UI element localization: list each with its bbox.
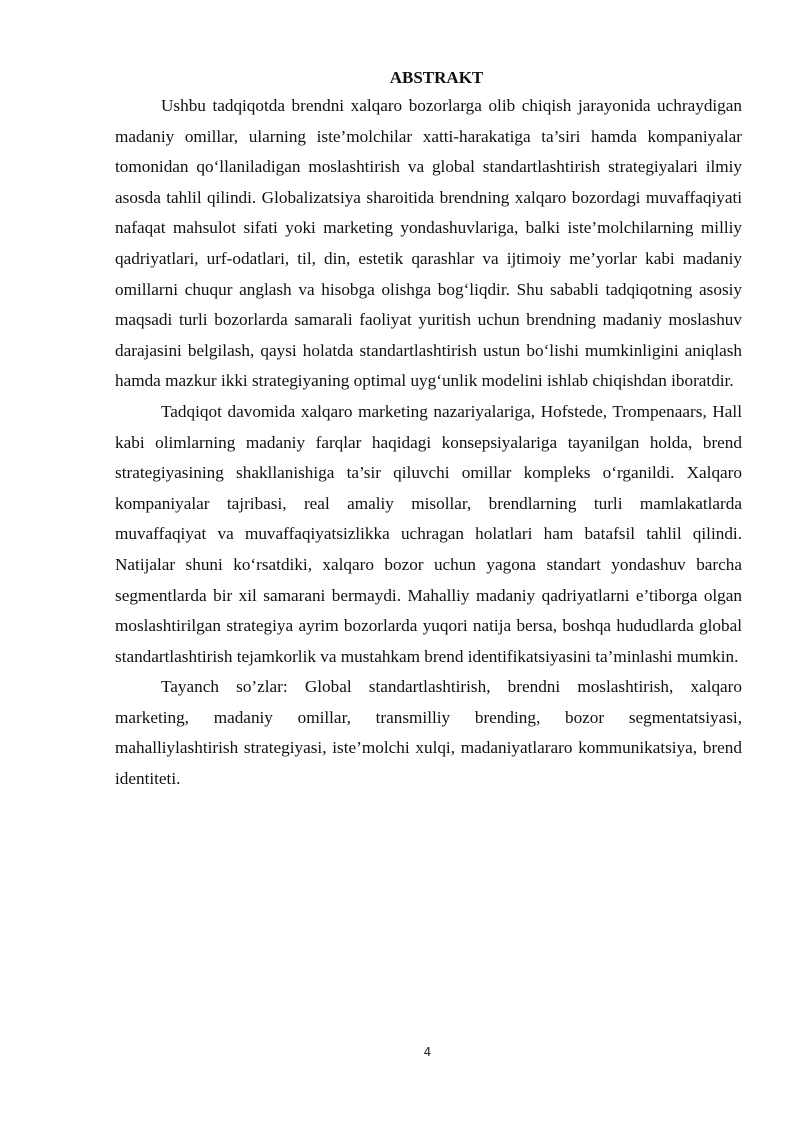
keywords-paragraph: Tayanch so’zlar: Global standartlashtirish, brendni moslashtirish, xalqaro marketing, madaniy omillar, transmilliy brending, bozor segmentatsiyasi, mahalliylashtirish strategiyasi, iste’molchi xulqi, madaniyatlararo kommunikatsiya, brend identiteti. [115,677,742,789]
abstract-paragraph-2: Tadqiqot davomida xalqaro marketing nazariyalariga, Hofstede, Trompenaars, Hall kabi olimlarning madaniy farqlar haqidagi konsepsiyalariga tayanilgan holda, brend strategiyasining shakllanishiga ta’sir qiluvchi omillar kompleks o‘rganildi. Xalqaro kompaniyalar tajribasi, real amaliy misollar, brendlarning turli mamlakatlarda muvaffaqiyat va muvaffaqiyatsizlikka uchragan holatlari ham batafsil tahlil qilindi. Natijalar shuni ko‘rsatdiki, xalqaro bozor uchun yagona standart yondashuv barcha segmentlarda bir xil samarani bermaydi. Mahalliy madaniy qadriyatlarni e’tiborga olgan moslashtirilgan strategiya ayrim bozorlarda yuqori natija bersa, boshqa hududlarda global standartlashtirish tejamkorlik va mustahkam brend identifikatsiyasini ta’minlashi mumkin. [115,401,742,666]
page-content [115,65,742,795]
abstract-paragraph-1: Ushbu tadqiqotda brendni xalqaro bozorlarga olib chiqish jarayonida uchraydigan madaniy omillar, ularning iste’molchilar xatti-harakatiga ta’siri hamda kompaniyalar tomonidan qo‘llaniladigan moslashtirish va global standartlashtirish strategiyalari ilmiy asosda tahlil qilindi. Globalizatsiya sharoitida brendning xalqaro bozordagi muvaffaqiyati nafaqat mahsulot sifati yoki marketing yondashuvlariga, balki iste’molchilarning milliy qadriyatlari, urf-odatlari, til, din, estetik qarashlar va ijtimoiy me’yorlar kabi madaniy omillarni chuqur anglash va hisobga olishga bog‘liqdir. Shu sababli tadqiqotning asosiy maqsadi turli bozorlarda samarali faoliyat yuritish uchun brendning madaniy moslashuv darajasini belgilash, qaysi holatda standartlashtirish ustun bo‘lishi mumkinligini aniqlash hamda mazkur ikki strategiyaning optimal uyg‘unlik modelini ishlab chiqishdan iboratdir. [115,96,742,391]
page-number: 4 [423,1045,432,1059]
abstract-title: ABSTRAKT [389,68,484,87]
